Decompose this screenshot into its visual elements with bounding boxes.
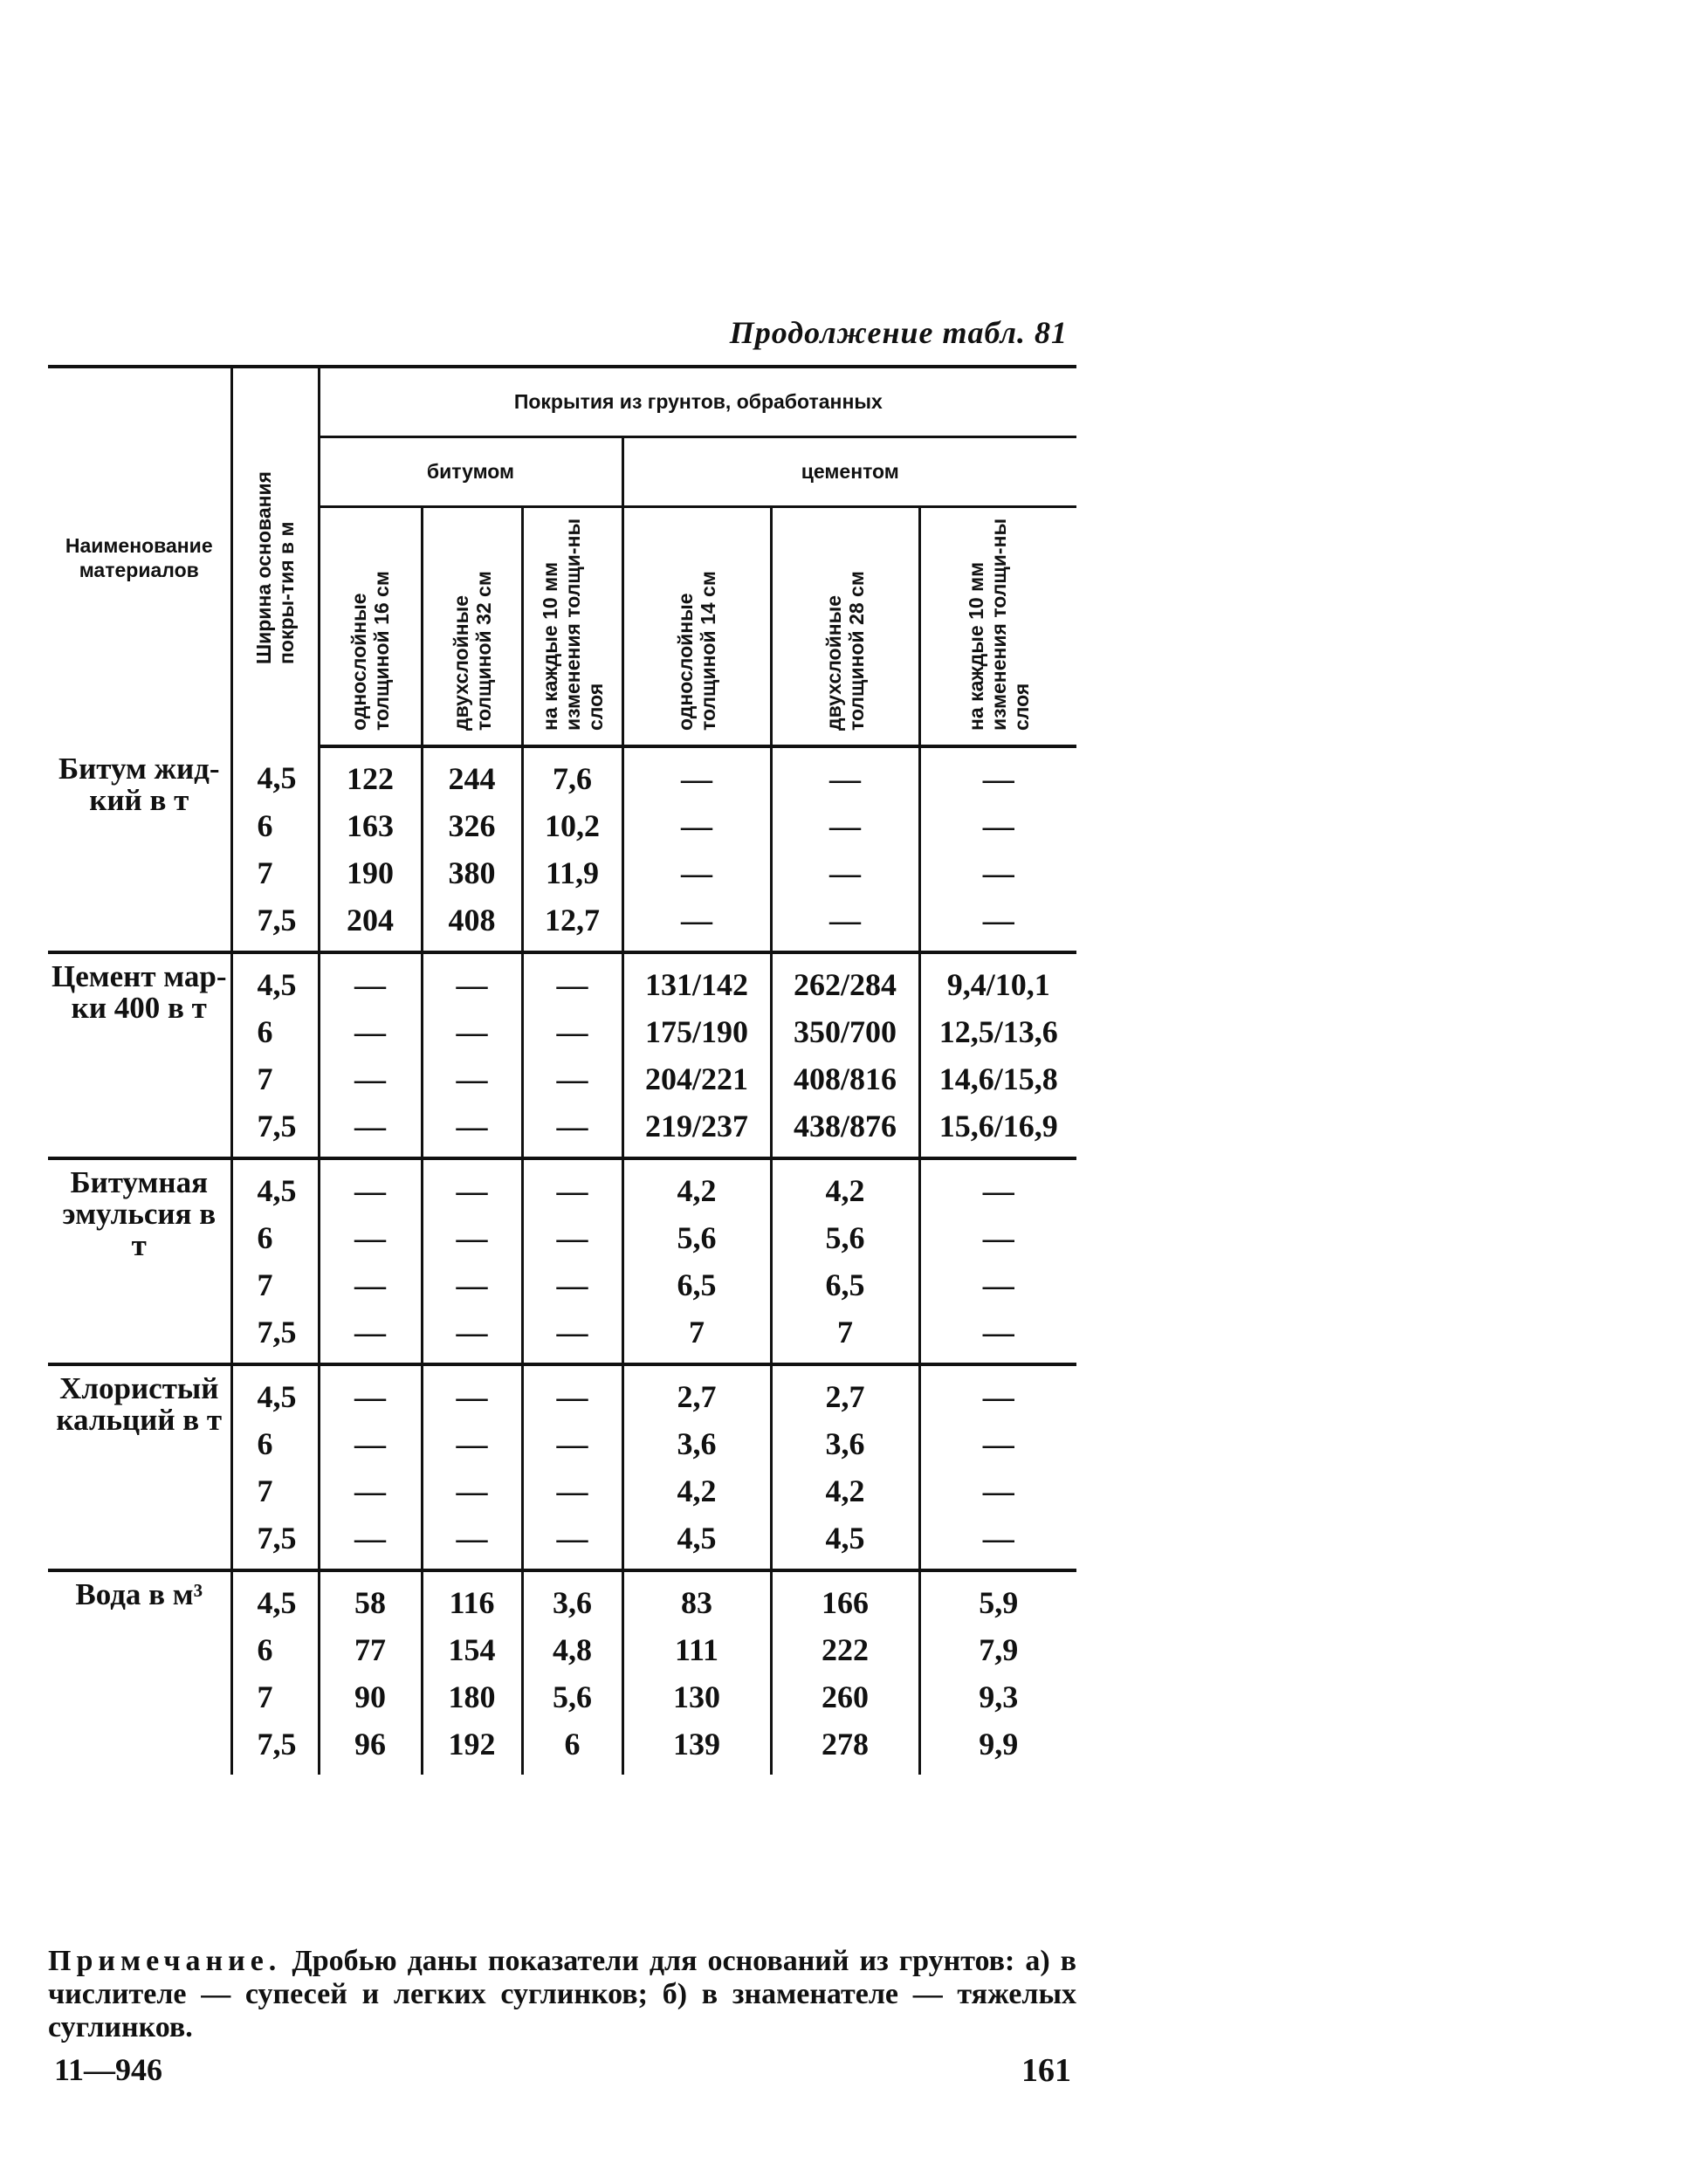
value-cell: 77 bbox=[319, 1626, 422, 1673]
value-cell: 12,7 bbox=[522, 896, 622, 952]
value-cell: — bbox=[319, 1102, 422, 1158]
width-cell: 7,5 bbox=[231, 1720, 319, 1775]
value-cell: — bbox=[319, 1364, 422, 1420]
value-cell: 116 bbox=[422, 1570, 522, 1626]
value-cell: 5,6 bbox=[771, 1214, 919, 1261]
col-header-material: Наименование материалов bbox=[48, 367, 231, 746]
value-cell: 122 bbox=[319, 746, 422, 802]
value-cell: 9,9 bbox=[919, 1720, 1076, 1775]
col-header-group: Покрытия из грунтов, обработанных bbox=[319, 367, 1076, 436]
value-cell: — bbox=[919, 1420, 1076, 1467]
value-cell: — bbox=[622, 802, 771, 849]
width-cell: 7 bbox=[231, 1261, 319, 1308]
value-cell: 2,7 bbox=[771, 1364, 919, 1420]
value-cell: 5,9 bbox=[919, 1570, 1076, 1626]
value-cell: 5,6 bbox=[522, 1673, 622, 1720]
material-name: Хлористый кальций в т bbox=[56, 1371, 223, 1437]
value-cell: — bbox=[622, 849, 771, 896]
width-cell: 6 bbox=[231, 1626, 319, 1673]
value-cell: 58 bbox=[319, 1570, 422, 1626]
group-bitumen-emulsion bbox=[48, 1158, 1076, 1364]
width-cell: 7,5 bbox=[231, 896, 319, 952]
value-cell: — bbox=[622, 896, 771, 952]
value-cell: — bbox=[422, 1364, 522, 1420]
value-cell: — bbox=[522, 1214, 622, 1261]
width-cell: 4,5 bbox=[231, 1570, 319, 1626]
value-cell: — bbox=[919, 802, 1076, 849]
value-cell: 175/190 bbox=[622, 1008, 771, 1055]
print-signature: 11—946 bbox=[54, 2052, 163, 2087]
value-cell: 262/284 bbox=[771, 952, 919, 1008]
value-cell: 380 bbox=[422, 849, 522, 896]
col-header-bitumen-single: однослойные толщиной 16 см bbox=[319, 506, 422, 746]
width-cell: 4,5 bbox=[231, 952, 319, 1008]
value-cell: 6,5 bbox=[771, 1261, 919, 1308]
value-cell: — bbox=[319, 1158, 422, 1214]
col-header-bitumen: битумом bbox=[319, 436, 622, 506]
value-cell: 12,5/13,6 bbox=[919, 1008, 1076, 1055]
value-cell: — bbox=[919, 1214, 1076, 1261]
value-cell: 9,3 bbox=[919, 1673, 1076, 1720]
value-cell: — bbox=[522, 1308, 622, 1364]
value-cell: — bbox=[919, 1364, 1076, 1420]
value-cell: — bbox=[919, 1308, 1076, 1364]
value-cell: — bbox=[319, 1420, 422, 1467]
value-cell: — bbox=[422, 1158, 522, 1214]
group-liquid-bitumen bbox=[48, 746, 1076, 952]
value-cell: — bbox=[522, 1008, 622, 1055]
col-header-bitumen-per10mm: на каждые 10 мм изменения толщи-ны слоя bbox=[522, 506, 622, 746]
value-cell: — bbox=[319, 952, 422, 1008]
value-cell: — bbox=[771, 802, 919, 849]
width-cell: 7 bbox=[231, 1055, 319, 1102]
note-label: Примечание. bbox=[48, 1945, 282, 1977]
width-cell: 7 bbox=[231, 1467, 319, 1514]
value-cell: — bbox=[422, 1467, 522, 1514]
page-number: 161 bbox=[1021, 2052, 1071, 2089]
value-cell: 5,6 bbox=[622, 1214, 771, 1261]
value-cell: 278 bbox=[771, 1720, 919, 1775]
value-cell: — bbox=[919, 1514, 1076, 1570]
value-cell: — bbox=[319, 1514, 422, 1570]
value-cell: 408 bbox=[422, 896, 522, 952]
width-cell: 4,5 bbox=[231, 1364, 319, 1420]
width-cell: 7 bbox=[231, 1673, 319, 1720]
col-header-cement-double: двухслойные толщиной 28 см bbox=[771, 506, 919, 746]
table-header bbox=[48, 367, 1076, 746]
value-cell: 3,6 bbox=[771, 1420, 919, 1467]
value-cell: 7 bbox=[771, 1308, 919, 1364]
value-cell: 350/700 bbox=[771, 1008, 919, 1055]
materials-table bbox=[48, 365, 1076, 1775]
value-cell: 190 bbox=[319, 849, 422, 896]
value-cell: — bbox=[522, 1467, 622, 1514]
value-cell: 131/142 bbox=[622, 952, 771, 1008]
value-cell: — bbox=[522, 952, 622, 1008]
value-cell: 222 bbox=[771, 1626, 919, 1673]
value-cell: 154 bbox=[422, 1626, 522, 1673]
value-cell: — bbox=[771, 746, 919, 802]
col-header-width: Ширина основания покры-тия в м bbox=[231, 367, 319, 746]
material-name: Битум жид-кий в т bbox=[58, 752, 220, 817]
value-cell: — bbox=[522, 1055, 622, 1102]
width-cell: 6 bbox=[231, 802, 319, 849]
width-cell: 7,5 bbox=[231, 1102, 319, 1158]
value-cell: — bbox=[422, 1008, 522, 1055]
group-water bbox=[48, 1570, 1076, 1775]
table-row bbox=[48, 952, 1076, 1008]
note-text: Дробью даны показатели для оснований из грунтов: а) в числителе — супесей и легких суглинков; б) в знаменателе — тяжелых суглинков. bbox=[48, 1945, 1077, 2043]
width-cell: 7 bbox=[231, 849, 319, 896]
value-cell: — bbox=[522, 1102, 622, 1158]
width-cell: 6 bbox=[231, 1214, 319, 1261]
col-header-cement-per10mm: на каждые 10 мм изменения толщи-ны слоя bbox=[919, 506, 1076, 746]
value-cell: 4,2 bbox=[622, 1467, 771, 1514]
width-cell: 7,5 bbox=[231, 1308, 319, 1364]
width-cell: 4,5 bbox=[231, 1158, 319, 1214]
value-cell: 139 bbox=[622, 1720, 771, 1775]
value-cell: 10,2 bbox=[522, 802, 622, 849]
table-row bbox=[48, 1570, 1076, 1626]
value-cell: — bbox=[319, 1261, 422, 1308]
value-cell: — bbox=[919, 1467, 1076, 1514]
value-cell: 163 bbox=[319, 802, 422, 849]
value-cell: — bbox=[319, 1214, 422, 1261]
material-name: Битумная эмульсия в т bbox=[62, 1165, 217, 1262]
value-cell: 7 bbox=[622, 1308, 771, 1364]
value-cell: — bbox=[422, 1420, 522, 1467]
value-cell: 11,9 bbox=[522, 849, 622, 896]
value-cell: 244 bbox=[422, 746, 522, 802]
width-cell: 6 bbox=[231, 1420, 319, 1467]
group-calcium-chloride bbox=[48, 1364, 1076, 1570]
value-cell: 166 bbox=[771, 1570, 919, 1626]
value-cell: 180 bbox=[422, 1673, 522, 1720]
value-cell: 2,7 bbox=[622, 1364, 771, 1420]
value-cell: 9,4/10,1 bbox=[919, 952, 1076, 1008]
value-cell: — bbox=[622, 746, 771, 802]
table-continuation-caption: Продолжение табл. 81 bbox=[729, 315, 1068, 350]
value-cell: — bbox=[319, 1308, 422, 1364]
material-name: Цемент мар-ки 400 в т bbox=[52, 959, 227, 1025]
width-cell: 7,5 bbox=[231, 1514, 319, 1570]
value-cell: — bbox=[319, 1055, 422, 1102]
value-cell: 6,5 bbox=[622, 1261, 771, 1308]
value-cell: 130 bbox=[622, 1673, 771, 1720]
group-cement bbox=[48, 952, 1076, 1158]
value-cell: 4,5 bbox=[771, 1514, 919, 1570]
value-cell: 83 bbox=[622, 1570, 771, 1626]
col-header-bitumen-double: двухслойные толщиной 32 см bbox=[422, 506, 522, 746]
value-cell: 4,8 bbox=[522, 1626, 622, 1673]
value-cell: 192 bbox=[422, 1720, 522, 1775]
value-cell: — bbox=[422, 1055, 522, 1102]
value-cell: — bbox=[522, 1514, 622, 1570]
value-cell: 15,6/16,9 bbox=[919, 1102, 1076, 1158]
width-cell: 4,5 bbox=[231, 746, 319, 802]
value-cell: — bbox=[422, 1261, 522, 1308]
value-cell: 4,5 bbox=[622, 1514, 771, 1570]
value-cell: — bbox=[919, 1158, 1076, 1214]
value-cell: — bbox=[422, 1102, 522, 1158]
value-cell: 204 bbox=[319, 896, 422, 952]
table-row bbox=[48, 746, 1076, 802]
table-row bbox=[48, 1158, 1076, 1214]
value-cell: 6 bbox=[522, 1720, 622, 1775]
value-cell: — bbox=[319, 1467, 422, 1514]
value-cell: 96 bbox=[319, 1720, 422, 1775]
value-cell: — bbox=[522, 1261, 622, 1308]
value-cell: — bbox=[422, 1514, 522, 1570]
col-header-cement: цементом bbox=[622, 436, 1076, 506]
value-cell: — bbox=[771, 849, 919, 896]
value-cell: — bbox=[319, 1008, 422, 1055]
material-name: Вода в м³ bbox=[75, 1577, 203, 1611]
value-cell: — bbox=[919, 1261, 1076, 1308]
width-cell: 6 bbox=[231, 1008, 319, 1055]
value-cell: 3,6 bbox=[522, 1570, 622, 1626]
value-cell: — bbox=[522, 1364, 622, 1420]
value-cell: 90 bbox=[319, 1673, 422, 1720]
value-cell: — bbox=[422, 1214, 522, 1261]
value-cell: — bbox=[919, 746, 1076, 802]
value-cell: 219/237 bbox=[622, 1102, 771, 1158]
value-cell: 438/876 bbox=[771, 1102, 919, 1158]
value-cell: 7,9 bbox=[919, 1626, 1076, 1673]
value-cell: 326 bbox=[422, 802, 522, 849]
value-cell: 14,6/15,8 bbox=[919, 1055, 1076, 1102]
table-note bbox=[48, 1945, 1076, 2044]
value-cell: — bbox=[522, 1420, 622, 1467]
value-cell: 7,6 bbox=[522, 746, 622, 802]
value-cell: 260 bbox=[771, 1673, 919, 1720]
value-cell: — bbox=[919, 896, 1076, 952]
table-row bbox=[48, 1364, 1076, 1420]
value-cell: 204/221 bbox=[622, 1055, 771, 1102]
value-cell: 408/816 bbox=[771, 1055, 919, 1102]
value-cell: — bbox=[422, 952, 522, 1008]
value-cell: 111 bbox=[622, 1626, 771, 1673]
value-cell: — bbox=[771, 896, 919, 952]
value-cell: 4,2 bbox=[771, 1158, 919, 1214]
value-cell: — bbox=[422, 1308, 522, 1364]
value-cell: 3,6 bbox=[622, 1420, 771, 1467]
value-cell: — bbox=[522, 1158, 622, 1214]
col-header-cement-single: однослойные толщиной 14 см bbox=[622, 506, 771, 746]
value-cell: 4,2 bbox=[771, 1467, 919, 1514]
value-cell: 4,2 bbox=[622, 1158, 771, 1214]
value-cell: — bbox=[919, 849, 1076, 896]
